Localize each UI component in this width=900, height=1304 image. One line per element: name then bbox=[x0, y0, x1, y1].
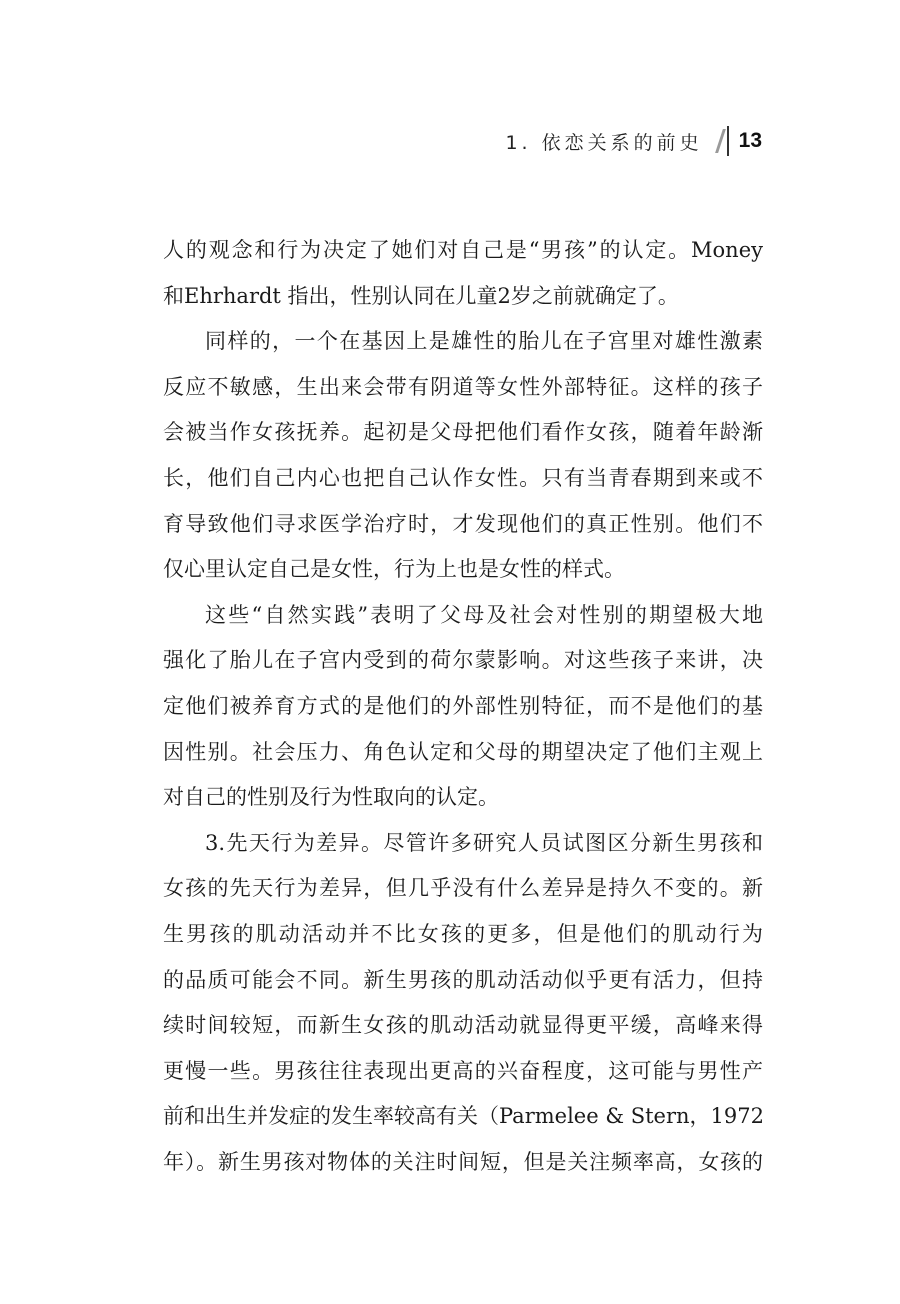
text-line: 3.先天行为差异。尽管许多研究人员试图区分新生男孩和 bbox=[205, 830, 763, 855]
text-line: 反应不敏感，生出来会带有阴道等女性外部特征。这样的孩子 bbox=[163, 374, 763, 399]
text-line: 生男孩的肌动活动并不比女孩的更多，但是他们的肌动行为 bbox=[163, 921, 763, 946]
text-line: 会被当作女孩抚养。起初是父母把他们看作女孩，随着年龄渐 bbox=[163, 420, 763, 445]
body-text bbox=[163, 228, 763, 1185]
text-line: 育导致他们寻求医学治疗时，才发现他们的真正性别。他们不 bbox=[163, 511, 763, 536]
text-line: 定他们被养育方式的是他们的外部性别特征，而不是他们的基 bbox=[163, 693, 763, 718]
text-line: 女孩的先天行为差异，但几乎没有什么差异是持久不变的。新 bbox=[163, 876, 763, 901]
running-head bbox=[505, 124, 762, 158]
text-line: 的品质可能会不同。新生男孩的肌动活动似乎更有活力，但持 bbox=[163, 967, 763, 992]
text-line: 仅心里认定自己是女性，行为上也是女性的样式。 bbox=[163, 557, 625, 582]
text-line: 年）。新生男孩对物体的关注时间短，但是关注频率高，女孩的 bbox=[163, 1149, 763, 1174]
text-line: 因性别。社会压力、角色认定和父母的期望决定了他们主观上 bbox=[163, 739, 763, 764]
text-line: 同样的，一个在基因上是雄性的胎儿在子宫里对雄性激素 bbox=[205, 329, 763, 354]
divider-slash bbox=[715, 129, 726, 153]
divider-bar bbox=[727, 126, 729, 156]
text-line: 强化了胎儿在子宫内受到的荷尔蒙影响。对这些孩子来讲，决 bbox=[163, 648, 763, 673]
paragraph bbox=[163, 228, 763, 319]
text-line: 和Ehrhardt 指出，性别认同在儿童2岁之前就确定了。 bbox=[163, 283, 679, 308]
page-number: 13 bbox=[738, 129, 762, 152]
paragraph bbox=[163, 821, 763, 1186]
paragraph bbox=[163, 319, 763, 593]
text-line: 这些“自然实践”表明了父母及社会对性别的期望极大地 bbox=[205, 602, 763, 627]
paragraph bbox=[163, 593, 763, 821]
chapter-title: 1. 依恋关系的前史 bbox=[505, 131, 703, 154]
text-line: 续时间较短，而新生女孩的肌动活动就显得更平缓，高峰来得 bbox=[163, 1013, 763, 1038]
text-line: 前和出生并发症的发生率较高有关（Parmelee & Stern，1972 bbox=[163, 1104, 764, 1129]
text-line: 人的观念和行为决定了她们对自己是“男孩”的认定。Money bbox=[163, 238, 763, 262]
text-line: 更慢一些。男孩往往表现出更高的兴奋程度，这可能与男性产 bbox=[163, 1058, 763, 1083]
text-line: 长，他们自己内心也把自己认作女性。只有当青春期到来或不 bbox=[163, 465, 763, 490]
header-divider bbox=[719, 126, 729, 156]
text-line: 对自己的性别及行为性取向的认定。 bbox=[163, 785, 499, 810]
